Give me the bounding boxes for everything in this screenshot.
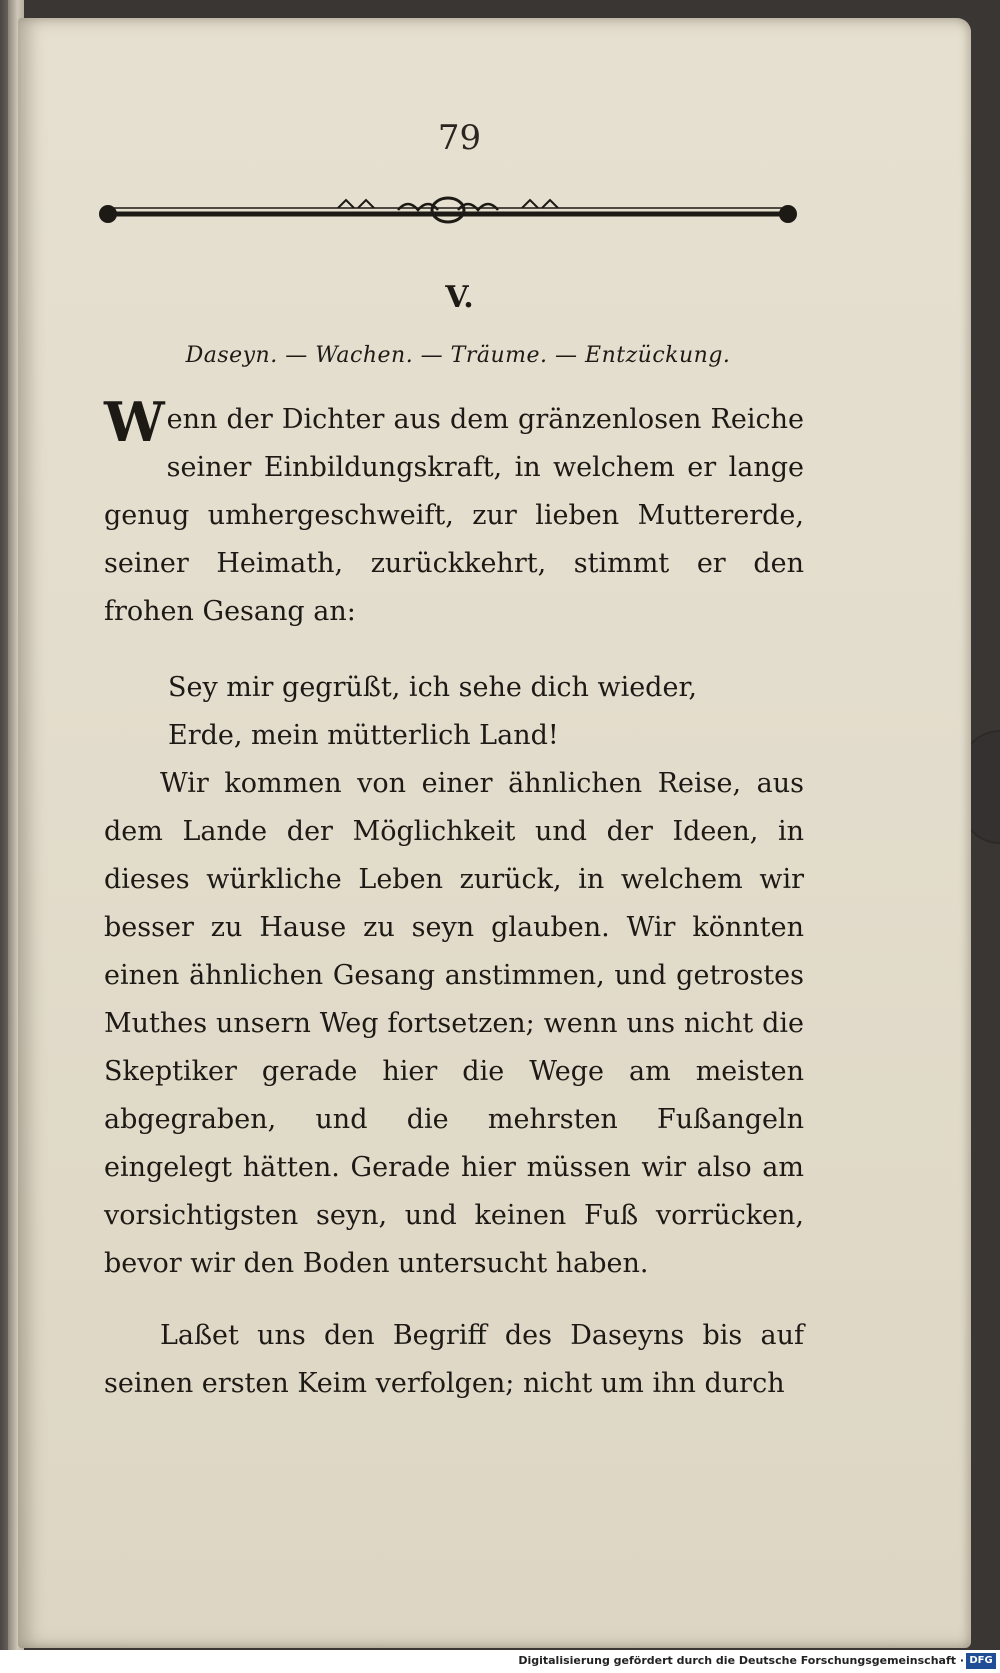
chapter-number: V. — [445, 280, 474, 315]
drop-cap: W — [104, 390, 165, 454]
dfg-logo-icon: DFG — [966, 1653, 996, 1669]
chapter-subtitle: Daseyn. — Wachen. — Träume. — Entzückung. — [185, 343, 731, 368]
funding-credit: Digitalisierung gefördert durch die Deutsche Forschungsgemeinschaft · — [518, 1654, 964, 1667]
paragraph-2: Wir kommen von einer ähnlichen Reise, aus dem Lande der Möglichkeit und der Ideen, in dieses würkliche Leben zurück, in welchem wir besser zu Hause zu seyn glauben. Wir könnten einen ähnlichen Gesang anstimmen, und getrostes Muthes unsern Weg fortsetzen; wenn uns nicht die Skeptiker gerade hier die Wege am meisten abgegraben, und die mehrsten Fußangeln eingelegt hätten. Gerade hier müssen wir also am vorsichtigsten seyn, und keinen Fuß vorrücken, bevor wir den Boden untersucht haben. — [104, 768, 804, 1279]
ornament-rule-icon — [98, 196, 798, 232]
book-page — [18, 18, 971, 1648]
footer-bar — [0, 1650, 1000, 1673]
paragraph-1-text: enn der Dichter aus dem gränzenlosen Reiche seiner Einbildungskraft, in welchem er lange genug umhergeschweift, zur lieben Muttererde, seiner Heimath, zurückkehrt, stimmt er den frohen Gesang an: — [104, 404, 804, 627]
page-number: 79 — [437, 118, 482, 158]
paragraph-3: Laßet uns den Begriff des Daseyns bis auf seinen ersten Keim verfolgen; nicht um ihn durch — [104, 1320, 804, 1399]
paragraph-1 — [104, 390, 804, 636]
verse-line-1: Sey mir gegrüßt, ich sehe dich wieder, — [168, 672, 697, 703]
verse-line-2: Erde, mein mütterlich Land! — [168, 720, 559, 751]
verse — [168, 664, 808, 760]
